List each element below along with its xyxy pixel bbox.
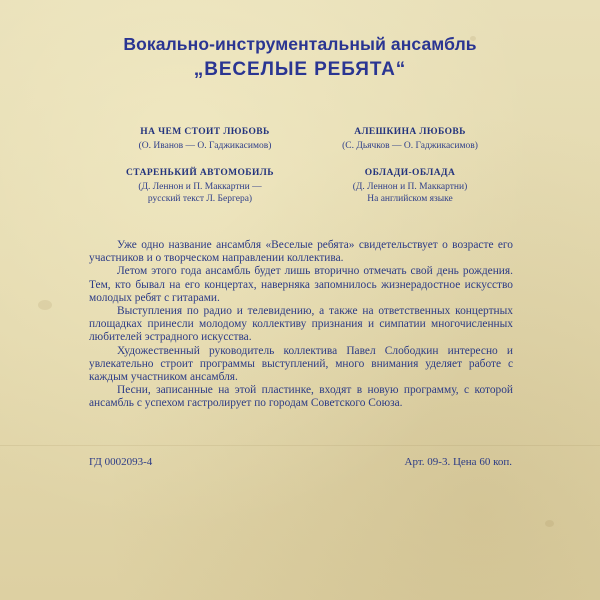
track-2 [305,126,515,153]
track-credit: (Д. Леннон и П. Маккартни) [352,182,468,192]
ensemble-subtitle: Вокально-инструментальный ансамбль [123,34,477,54]
ensemble-name: „ВЕСЕЛЫЕ РЕБЯТА“ [193,59,407,80]
track-1 [110,126,300,153]
track-credit: (С. Дьячков — О. Гаджикасимов) [342,141,478,151]
liner-paragraph: Выступления по радио и телевидению, а также на ответственных концертных площадках принесли молодому коллективу признания и симпатии многочисленных любителей эстрадного искусства. [89,305,513,344]
track-4 [305,167,515,205]
track-3 [105,167,295,205]
paper-stain [545,520,554,527]
track-title: ОБЛАДИ-ОБЛАДА [364,168,456,178]
paper-stain [38,300,52,310]
catalog-number: ГД 0002093-4 [89,456,153,468]
track-credit-line2: русский текст Л. Бергера) [147,193,253,204]
track-title: АЛЕШКИНА ЛЮБОВЬ [354,127,466,137]
liner-paragraph: Художественный руководитель коллектива Павел Слободкин интересно и увлекательно строит программы выступлений, много внимания уделяет работе с каждым участником ансамбля. [89,344,513,384]
track-credit: (О. Иванов — О. Гаджикасимов) [138,141,272,151]
liner-paragraph: Летом этого года ансамбль будет лишь вторично отмечать свой день рождения. Тем, кто бывал на его концертах, наверняка запомнилось жизнерадостное искусство молодых ребят с гитарами. [89,265,513,304]
liner-notes [89,239,513,411]
track-title: НА ЧЕМ СТОИТ ЛЮБОВЬ [140,127,270,137]
price-info: Арт. 09-3. Цена 60 коп. [404,456,512,468]
liner-paragraph: Песни, записанные на этой пластинке, входят в новую программу, с которой ансамбль с успехом гастролирует по городам Советского Союза. [89,384,513,410]
track-title: СТАРЕНЬКИЙ АВТОМОБИЛЬ [126,168,274,178]
liner-paragraph: Уже одно название ансамбля «Веселые ребята» свидетельствует о возрасте его участников и о творческом направлении коллектива. [89,239,513,265]
paper-crease [0,445,600,446]
track-language-note: На английском языке [367,193,453,204]
track-credit: (Д. Леннон и П. Маккартни — [138,182,262,192]
